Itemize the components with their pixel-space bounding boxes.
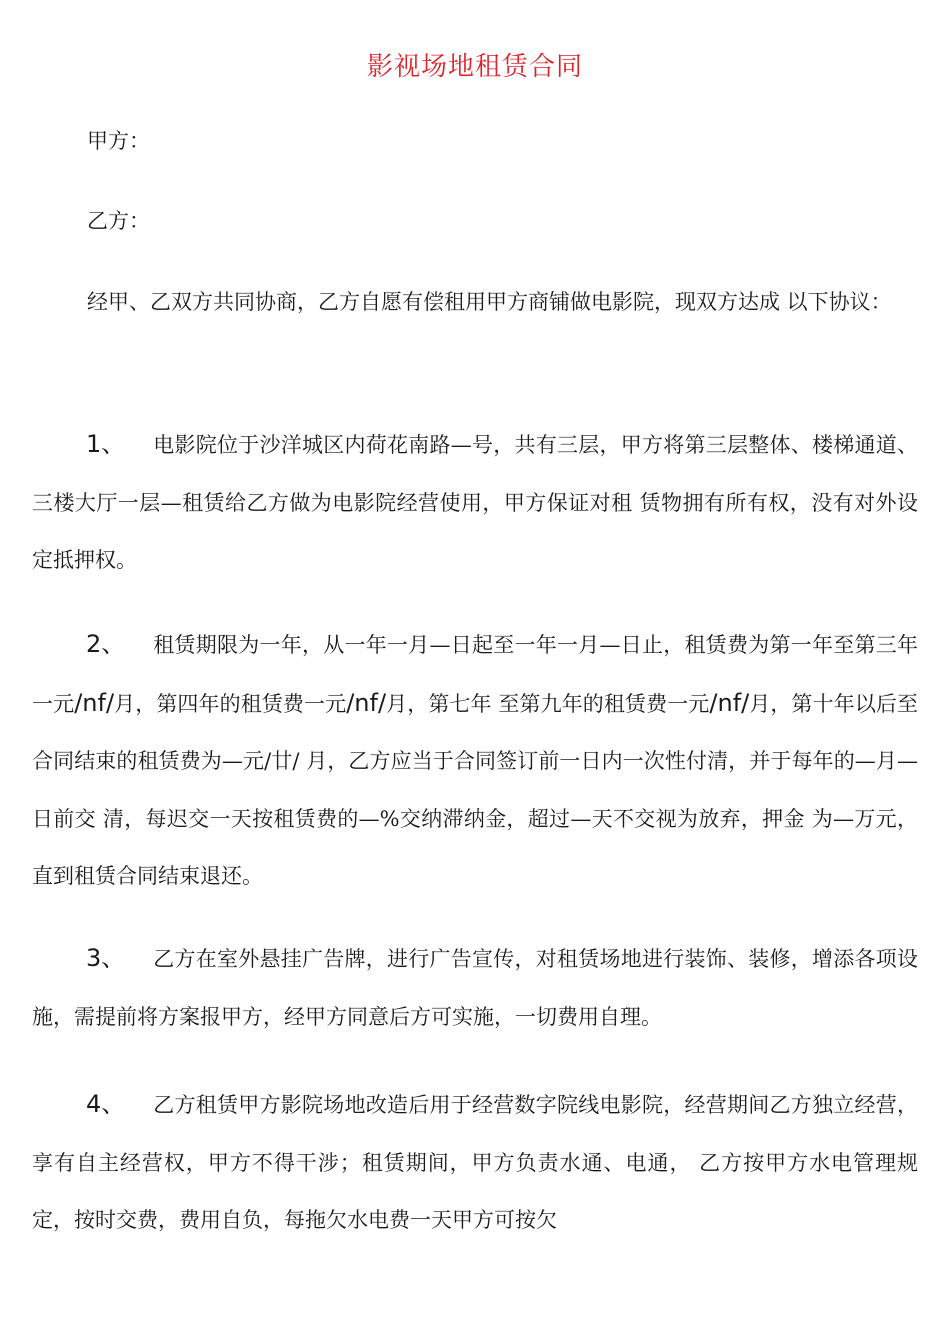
rent-unit: /nf/ (709, 688, 750, 717)
clause-text: 乙方租赁甲方影院场地改造后用于经营数字院线电影院，经营期间乙方独立经营，享有自主经营权，甲方不得干涉；租赁期间，甲方负责水通、电通， 乙方按甲方水电管理规定，按时交费，费用自负，每拖欠水电费一天甲方可按欠 (32, 1093, 918, 1232)
rent-unit: /nf/ (74, 688, 115, 717)
clause-3 (32, 930, 918, 1046)
intro-paragraph: 经甲、乙双方共同协商，乙方自愿有偿租用甲方商铺做电影院，现双方达成 以下协议： (87, 290, 892, 314)
clause-4 (32, 1076, 918, 1250)
clause-number: 3、 (86, 944, 126, 972)
clause-text: 月，第七年 至第九年的租赁费一元 (386, 691, 710, 716)
rent-unit: /nf/ (346, 688, 387, 717)
clause-1 (32, 416, 918, 590)
clause-number: 4、 (86, 1090, 126, 1118)
party-a-label: 甲方： (87, 129, 150, 153)
page-title: 影视场地租赁合同 (366, 52, 583, 82)
clause-number: 1、 (86, 430, 126, 458)
clause-text: 月，第十年以后至合同结束的租赁费为—元/廿/ 月，乙方应当于合同签订前一日内一次性付清，并于每年的—月—日前交 清，每迟交一天按租赁费的—%交纳滞纳金，超过—天不交视为放弃，押金 为—万元，直到租赁合同结束退还。 (32, 691, 919, 888)
clause-2 (32, 616, 918, 906)
clause-text: 月，第四年的租赁费一元 (114, 691, 347, 716)
clause-text: 电影院位于沙洋城区内荷花南路—号，共有三层，甲方将第三层整体、楼梯通道、三楼大厅一层—租赁给乙方做为电影院经营使用，甲方保证对租 赁物拥有所有权，没有对外设定抵押权。 (32, 433, 918, 572)
clause-text: 租赁期限为一年，从一年一月—日起至一年一月—日止，租赁费为第一年至第三年一元 (32, 633, 918, 716)
clause-number: 2、 (86, 630, 126, 658)
clause-text: 乙方在室外悬挂广告牌，进行广告宣传，对租赁场地进行装饰、装修，增添各项设施，需提前将方案报甲方，经甲方同意后方可实施，一切费用自理。 (32, 947, 918, 1029)
party-b-label: 乙方： (87, 209, 150, 233)
